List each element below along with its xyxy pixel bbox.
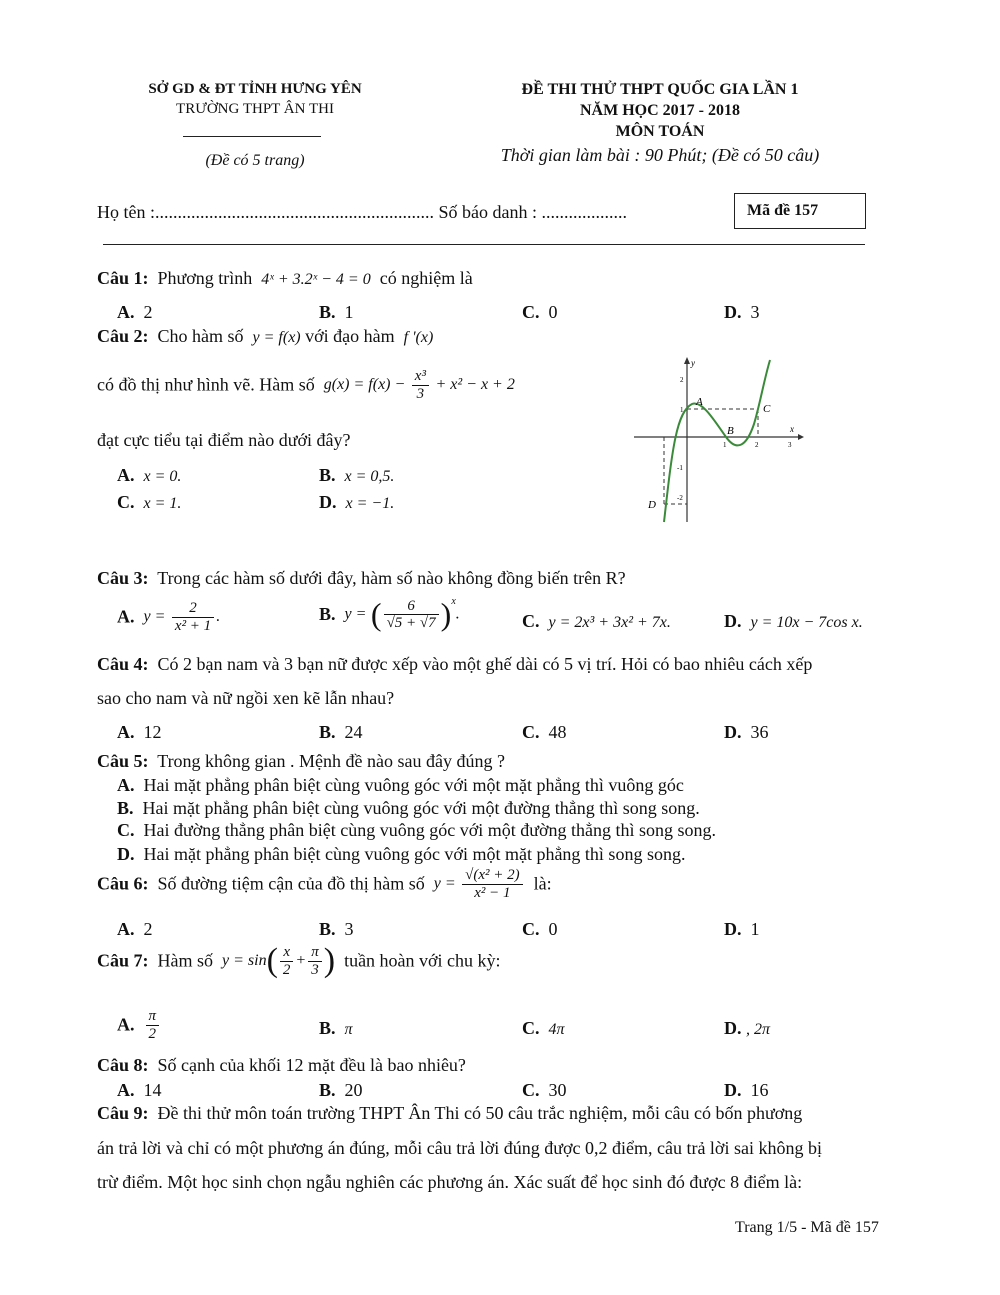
q1-option-b[interactable]: B. 1 <box>319 302 354 322</box>
axis-x-label: x <box>790 424 794 434</box>
q6-option-b[interactable]: B. 3 <box>319 919 354 939</box>
point-a: A <box>696 396 703 408</box>
q6-option-c[interactable]: C. 0 <box>522 919 558 939</box>
q6-option-d[interactable]: D. 1 <box>724 919 760 939</box>
question-3: Câu 3: Trong các hàm số dưới đây, hàm số nào không đồng biến trên R? <box>97 568 626 588</box>
point-d: D <box>648 499 656 511</box>
subject: MÔN TOÁN <box>615 123 705 140</box>
q5-option-b[interactable]: B. Hai mặt phẳng phân biệt cùng vuông góc với một đường thẳng thì song song. <box>117 798 700 818</box>
q2-option-d[interactable]: D. x = −1. <box>319 492 395 512</box>
tick-x-3: 3 <box>788 441 792 449</box>
derivative-graph <box>630 352 810 527</box>
q1-option-a[interactable]: A. 2 <box>117 302 153 322</box>
q7-option-b[interactable]: B. π <box>319 1018 353 1038</box>
q1-option-c[interactable]: C. 0 <box>522 302 558 322</box>
tick-x-2: 2 <box>755 441 759 449</box>
question-7: Câu 7: Hàm số y = sin( $\frac{x}{2}$ + $\frac{\pi}{3}$ ) tuần hoàn với chu kỳ: <box>97 942 501 979</box>
school-name: TRƯỜNG THPT ÂN THI <box>176 101 334 117</box>
q3-option-c[interactable]: C. y = 2x³ + 3x² + 7x. <box>522 611 671 631</box>
q5-option-d[interactable]: D. Hai mặt phẳng phân biệt cùng vuông góc với một mặt phẳng thì song song. <box>117 844 686 864</box>
q1-option-d[interactable]: D. 3 <box>724 302 760 322</box>
q2-option-c[interactable]: C. x = 1. <box>117 492 182 512</box>
page-footer: Trang 1/5 - Mã đề 157 <box>735 1219 879 1236</box>
q3-option-a[interactable]: A. y = $\frac{2}{\text{x² + 1}}$ . <box>117 600 221 634</box>
q8-option-c[interactable]: C. 30 <box>522 1080 567 1100</box>
q8-option-a[interactable]: A. 14 <box>117 1080 162 1100</box>
q8-option-d[interactable]: D. 16 <box>724 1080 769 1100</box>
question-6: Câu 6: Số đường tiệm cận của đồ thị hàm số y = $\frac{\text{√(x² + 2)}}{\text{x² − 1}}$ là: <box>97 867 552 901</box>
q3-option-d[interactable]: D. y = 10x − 7cos x. <box>724 611 863 631</box>
time-note: Thời gian làm bài : 90 Phút; (Đề có 50 câu) <box>500 145 820 165</box>
q2-option-b[interactable]: B. x = 0,5. <box>319 465 395 485</box>
tick-x-1: 1 <box>723 441 727 449</box>
pages-note: (Đề có 5 trang) <box>205 152 305 169</box>
q4-option-b[interactable]: B. 24 <box>319 722 363 742</box>
tick-y-m1: -1 <box>677 464 683 472</box>
question-9: Câu 9: Đề thi thử môn toán trường THPT Ân Thi có 50 câu trắc nghiệm, mỗi câu có bốn phương <box>97 1103 803 1123</box>
question-9-line-2: án trả lời và chỉ có một phương án đúng, mỗi câu trả lời đúng được 0,2 điểm, câu trả lời sai không bị <box>97 1138 822 1158</box>
q2-line-3: đạt cực tiểu tại điểm nào dưới đây? <box>97 430 351 450</box>
axis-y-label: y <box>691 358 695 368</box>
question-1: Câu 1: Phương trình 4ˣ + 3.2ˣ − 4 = 0 có nghiệm là <box>97 268 473 288</box>
q7-option-a[interactable]: A. $\frac{\pi}{2}$ <box>117 1008 161 1042</box>
q7-option-d[interactable]: D. , 2π <box>724 1018 771 1038</box>
q4-option-c[interactable]: C. 48 <box>522 722 567 742</box>
question-8: Câu 8: Số cạnh của khối 12 mặt đều là bao nhiêu? <box>97 1055 466 1075</box>
q4-option-d[interactable]: D. 36 <box>724 722 769 742</box>
q8-option-b[interactable]: B. 20 <box>319 1080 363 1100</box>
question-5: Câu 5: Trong không gian . Mệnh đề nào sau đây đúng ? <box>97 751 505 771</box>
exam-title: ĐỀ THI THỬ THPT QUỐC GIA LẦN 1 <box>521 81 799 98</box>
header-underline <box>183 136 321 137</box>
student-name-field: Họ tên :.............................................................. Số báo danh : ................... <box>97 202 627 222</box>
tick-y-1: 1 <box>680 406 684 414</box>
q2-line-2: có đồ thị như hình vẽ. Hàm số g(x) = f(x) − $\frac{\text{x³}}{3}$ + x² − x + 2 <box>97 368 515 402</box>
tick-y-2: 2 <box>680 376 684 384</box>
question-4: Câu 4: Có 2 bạn nam và 3 bạn nữ được xếp vào một ghế dài có 5 vị trí. Hỏi có bao nhiêu cách xếp <box>97 654 813 674</box>
header-divider <box>103 244 865 245</box>
question-4-line-2: sao cho nam và nữ ngồi xen kẽ lẫn nhau? <box>97 688 395 708</box>
school-year: NĂM HỌC 2017 - 2018 <box>580 102 740 119</box>
q5-option-c[interactable]: C. Hai đường thẳng phân biệt cùng vuông góc với một đường thẳng thì song song. <box>117 820 717 840</box>
tick-y-m2: -2 <box>677 494 683 502</box>
dept-name: SỞ GD & ĐT TỈNH HƯNG YÊN <box>148 81 362 97</box>
q6-option-a[interactable]: A. 2 <box>117 919 153 939</box>
q2-option-a[interactable]: A. x = 0. <box>117 465 182 485</box>
exam-code-box: Mã đề 157 <box>734 193 866 229</box>
q5-option-a[interactable]: A. Hai mặt phẳng phân biệt cùng vuông góc với một mặt phẳng thì vuông góc <box>117 775 684 795</box>
q4-option-a[interactable]: A. 12 <box>117 722 162 742</box>
question-9-line-3: trừ điểm. Một học sinh chọn ngẫu nghiên các phương án. Xác suất để học sinh đó được 8 điểm là: <box>97 1172 803 1192</box>
question-2: Câu 2: Cho hàm số y = f(x) với đạo hàm f '(x) <box>97 326 434 346</box>
point-c: C <box>763 403 771 415</box>
q3-option-b[interactable]: B. y = ( $\frac{6}{√5 + √7}$ )$^x$. <box>319 596 460 632</box>
q7-option-c[interactable]: C. 4π <box>522 1018 565 1038</box>
point-b: B <box>727 425 734 437</box>
